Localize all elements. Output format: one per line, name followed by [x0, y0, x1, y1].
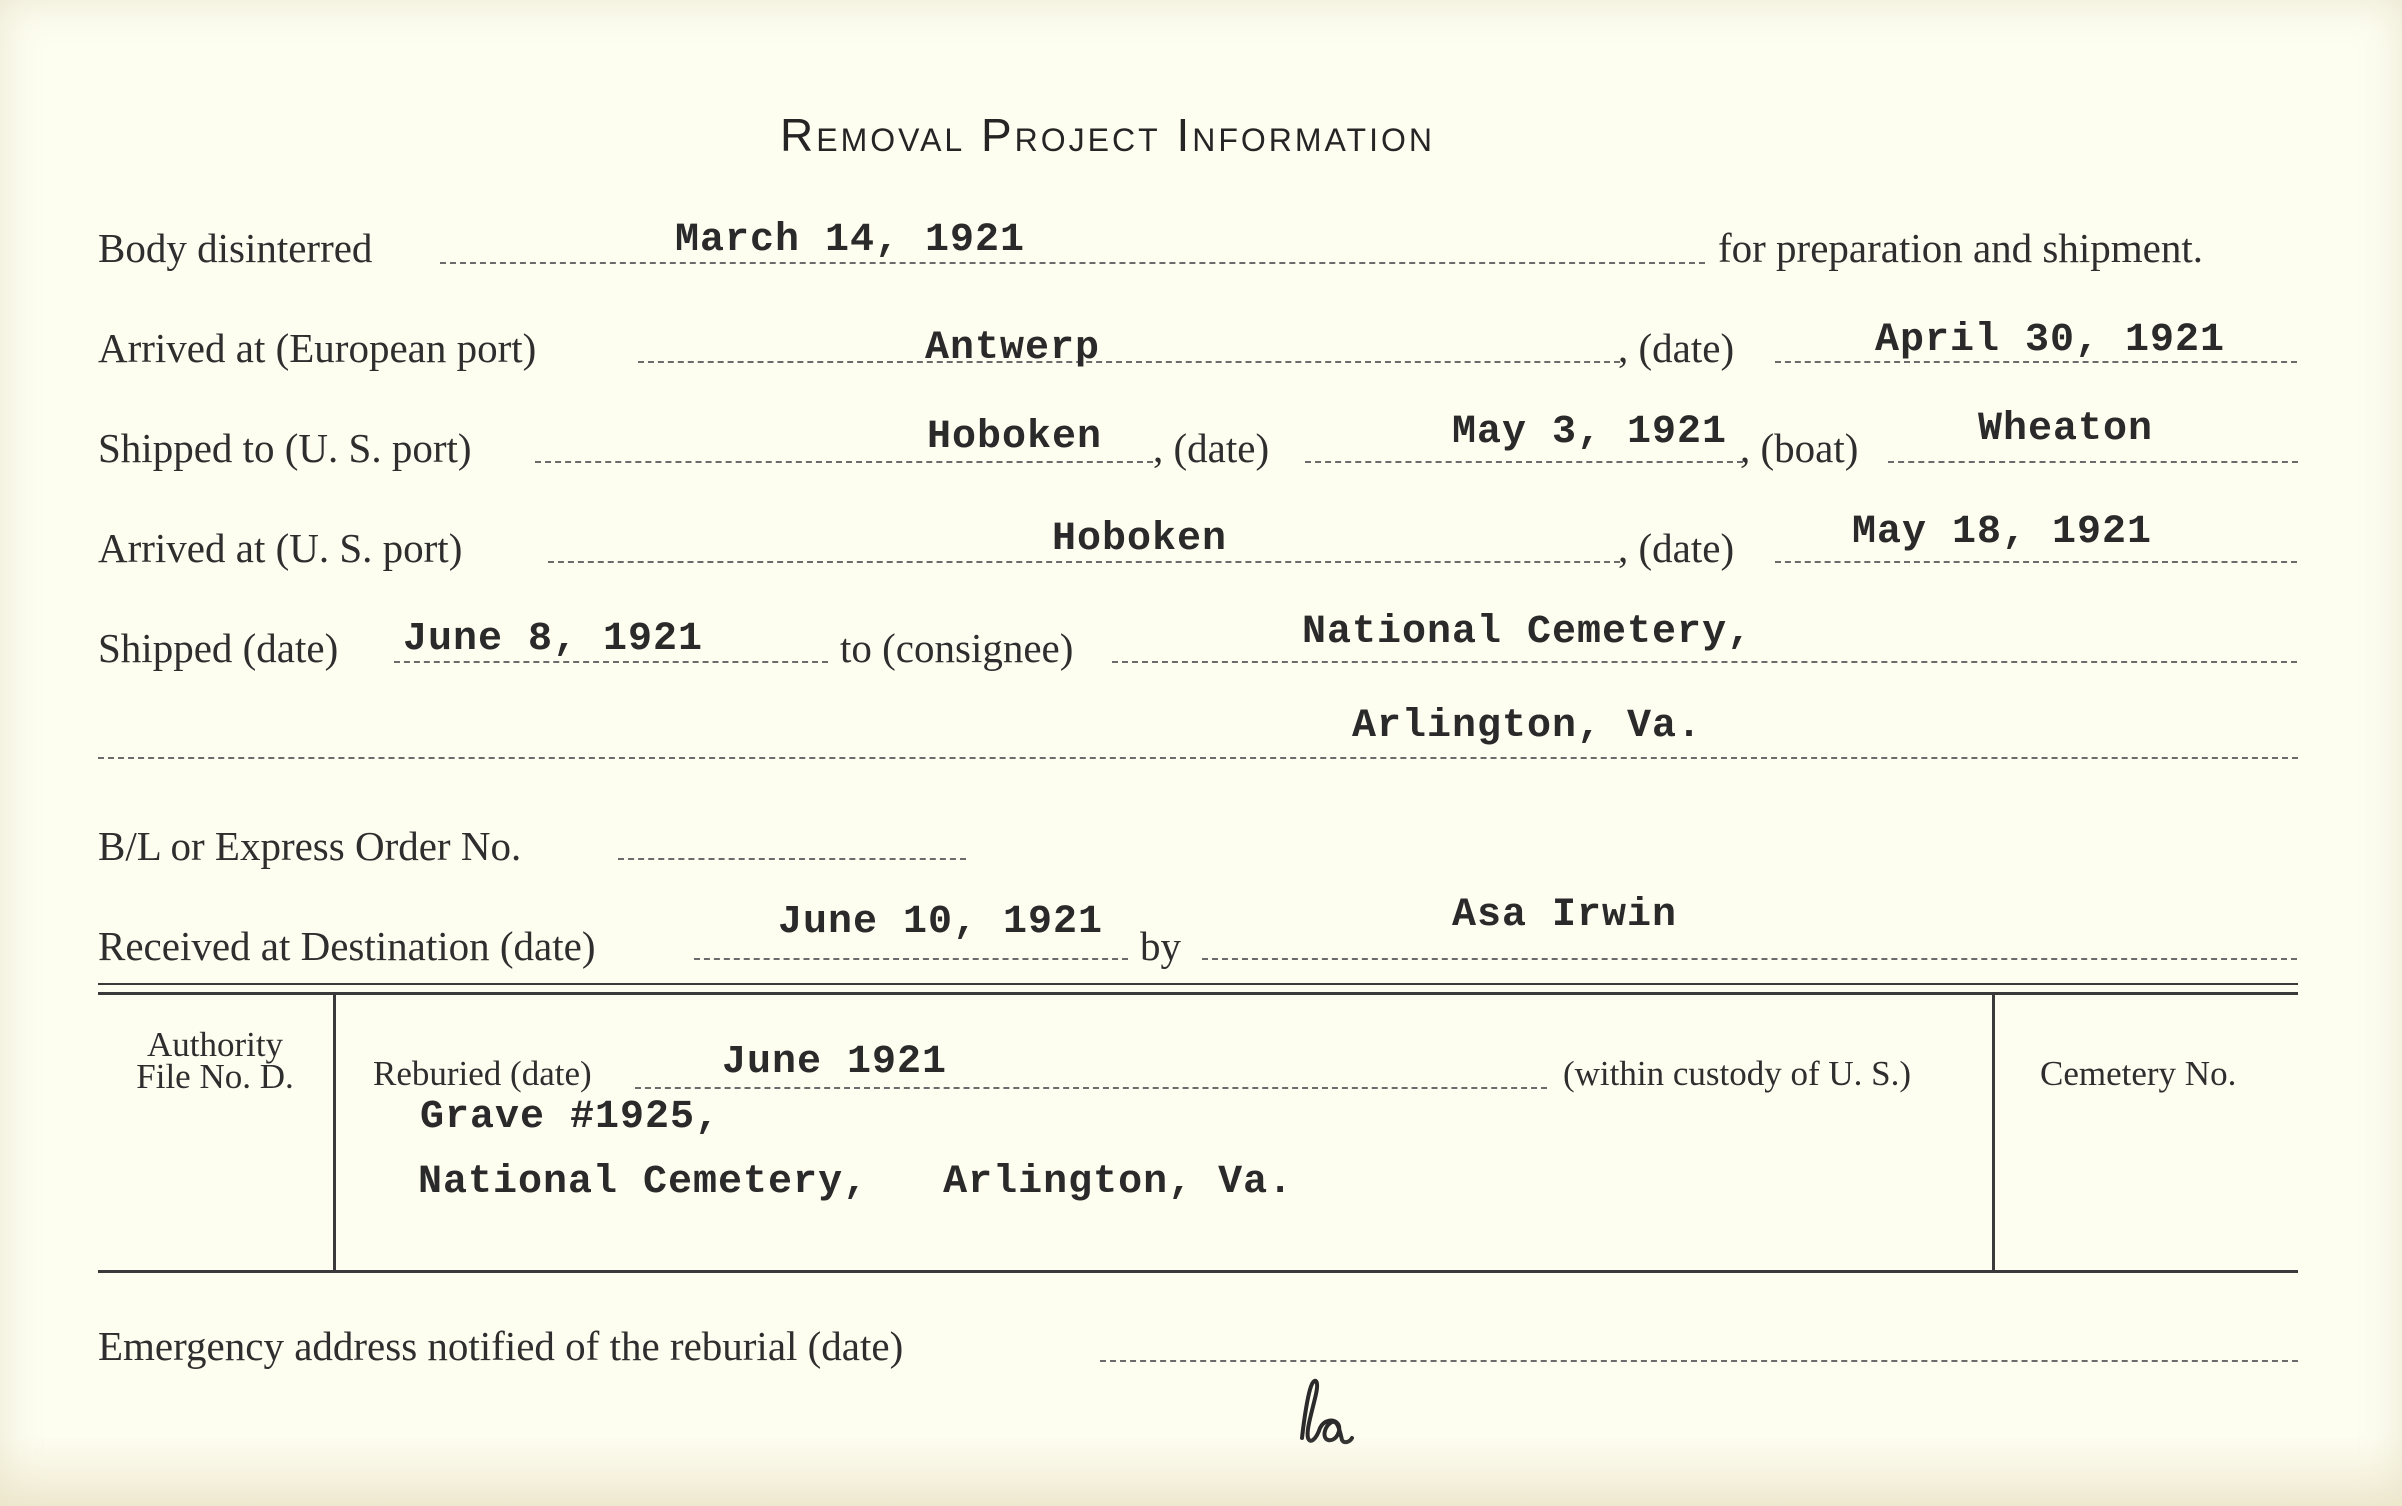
body-disinterred-label: Body disinterred: [98, 225, 373, 271]
received-by-line: [1202, 958, 2297, 960]
arrived-us-port-value: Hoboken: [1052, 517, 1228, 562]
reburied-label: Reburied (date): [373, 1054, 592, 1093]
cemetery-no-label: Cemetery No.: [2040, 1054, 2237, 1093]
shipped-to-us-port-date-value: May 3, 1921: [1452, 410, 1728, 455]
shipped-date-value: June 8, 1921: [403, 617, 704, 662]
shipped-date-label: Shipped (date): [98, 625, 339, 671]
consignee-line1: National Cemetery,: [1302, 610, 1753, 655]
shipped-to-us-port-date-label: , (date): [1153, 425, 1270, 471]
received-date-line: [694, 958, 1128, 960]
arrived-us-port-label: Arrived at (U. S. port): [98, 525, 463, 571]
received-by-value: Asa Irwin: [1452, 893, 1678, 938]
arrived-european-port-label: Arrived at (European port): [98, 325, 537, 371]
arrived-european-port-value: Antwerp: [925, 326, 1101, 371]
received-date-value: June 10, 1921: [778, 900, 1104, 945]
body-disinterred-suffix: for preparation and shipment.: [1718, 225, 2204, 271]
consignee-label: to (consignee): [840, 625, 1074, 671]
consignee-line2: Arlington, Va.: [1352, 704, 1703, 749]
box-divider-left: [333, 995, 336, 1270]
box-divider-right: [1992, 995, 1995, 1270]
box-bottom-rule: [98, 1270, 2298, 1273]
authority-label-line1: Authority: [146, 1025, 284, 1064]
shipped-to-us-port-boat-value: Wheaton: [1978, 407, 2154, 452]
emergency-line: [1100, 1360, 2298, 1362]
shipped-to-us-port-boat-label: , (boat): [1740, 425, 1859, 471]
authority-label-line2: File No. D.: [136, 1057, 294, 1096]
arrived-european-port-line: [638, 361, 1620, 363]
reburied-date-value: June 1921: [722, 1040, 948, 1085]
shipped-to-us-port-boat-line: [1888, 461, 2298, 463]
card-worn-edge: [0, 1436, 2402, 1506]
box-top-rule-2: [98, 992, 2298, 995]
grave-line: Grave #1925,: [420, 1095, 721, 1140]
arrived-us-port-date-label: , (date): [1618, 525, 1735, 571]
body-disinterred-line: [440, 262, 1705, 264]
received-label: Received at Destination (date): [98, 923, 596, 969]
shipped-to-us-port-value: Hoboken: [927, 415, 1103, 460]
arrived-us-port-date-line: [1775, 561, 2297, 563]
arrived-us-port-date-value: May 18, 1921: [1852, 510, 2153, 555]
arrived-european-port-date-value: April 30, 1921: [1875, 318, 2226, 363]
shipped-to-us-port-label: Shipped to (U. S. port): [98, 425, 472, 471]
consignee-line: [1112, 661, 2297, 663]
emergency-label: Emergency address notified of the reburial (date): [98, 1323, 904, 1369]
custody-label: (within custody of U. S.): [1563, 1054, 1912, 1093]
consignee-continuation-line: [98, 757, 2298, 759]
reburied-date-line: [635, 1087, 1547, 1089]
card-title: Removal Project Information: [780, 109, 1435, 161]
shipped-to-us-port-date-line: [1305, 461, 1743, 463]
burial-location: National Cemetery, Arlington, Va.: [418, 1160, 1294, 1205]
shipped-to-us-port-line: [535, 461, 1153, 463]
box-top-rule-1: [98, 983, 2298, 985]
body-disinterred-value: March 14, 1921: [675, 218, 1026, 263]
bl-order-label: B/L or Express Order No.: [98, 823, 522, 869]
arrived-european-port-date-label: , (date): [1618, 325, 1735, 371]
bl-order-line: [618, 858, 966, 860]
received-by-label: by: [1140, 923, 1181, 969]
